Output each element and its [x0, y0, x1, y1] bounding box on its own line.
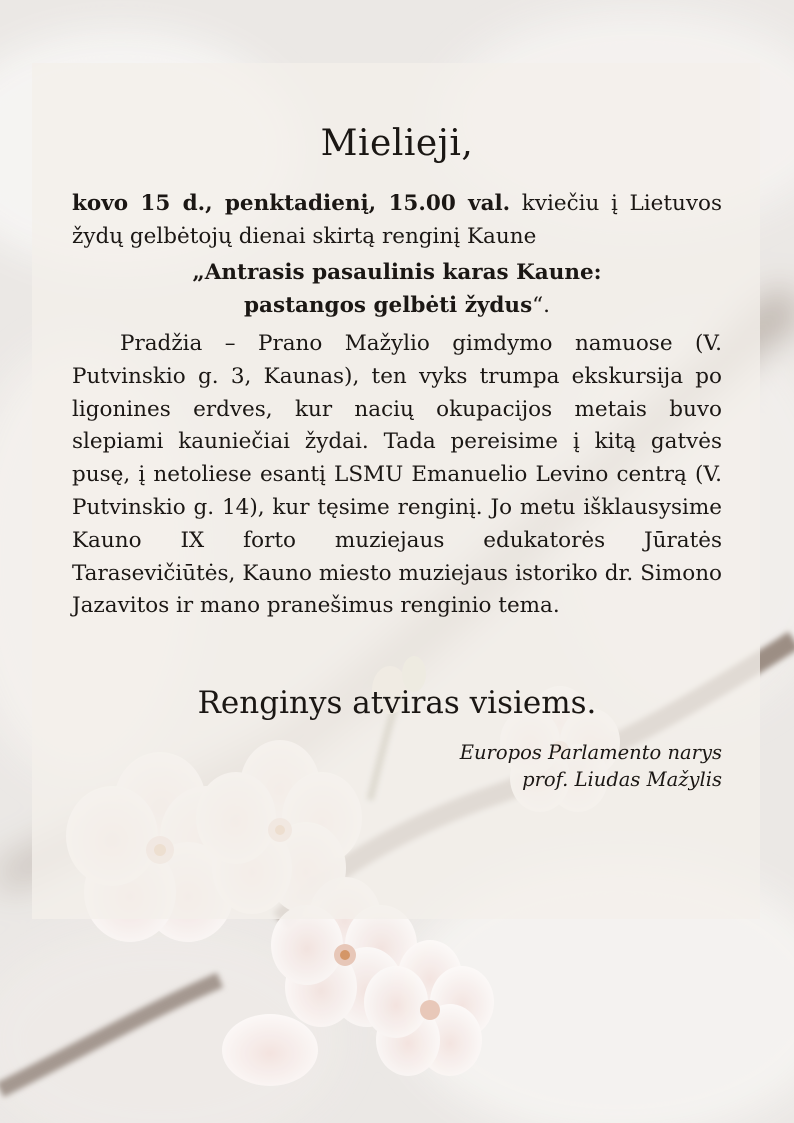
- invitation-content: [72, 118, 722, 793]
- open-to-all-note: Renginys atviras visiems.: [197, 685, 597, 722]
- intro-paragraph: [72, 188, 722, 253]
- signature-name: prof. Liudas Mažylis: [522, 768, 722, 792]
- event-date-time: kovo 15 d., penktadienį, 15.00 val.: [72, 191, 511, 216]
- event-title-line-2: pastangos gelbėti žydus: [244, 292, 533, 318]
- signature-role: Europos Parlamento narys: [459, 741, 722, 765]
- event-description: Pradžia – Prano Mažylio gimdymo namuose (V. Putvinskio g. 3, Kaunas), ten vyks trumpa ekskursija po ligonines erdves, kur nacių okupacijos metais buvo slepiami kauniečiai žydai. Tada pereisime į kitą gatvės pusę, į netoliese esantį LSMU Emanuelio Levino centrą (V. Putvinskio g. 14), kur tęsime renginį. Jo metu išklausysime Kauno IX forto muziejaus edukatorės Jūratės Tarasevičiūtės, Kauno miesto muziejaus istoriko dr. Simono Jazavitos ir mano pranešimus renginio tema.: [72, 331, 722, 619]
- event-title-line-1: „Antrasis pasaulinis karas Kaune:: [192, 260, 602, 285]
- event-title-closing-quote: “.: [532, 292, 550, 318]
- greeting: Mielieji,: [320, 123, 474, 164]
- event-title: [72, 257, 722, 322]
- intro-text: kviečiu į Lietuvos žydų gelbėtojų dienai skirtą renginį Kaune: [72, 191, 722, 249]
